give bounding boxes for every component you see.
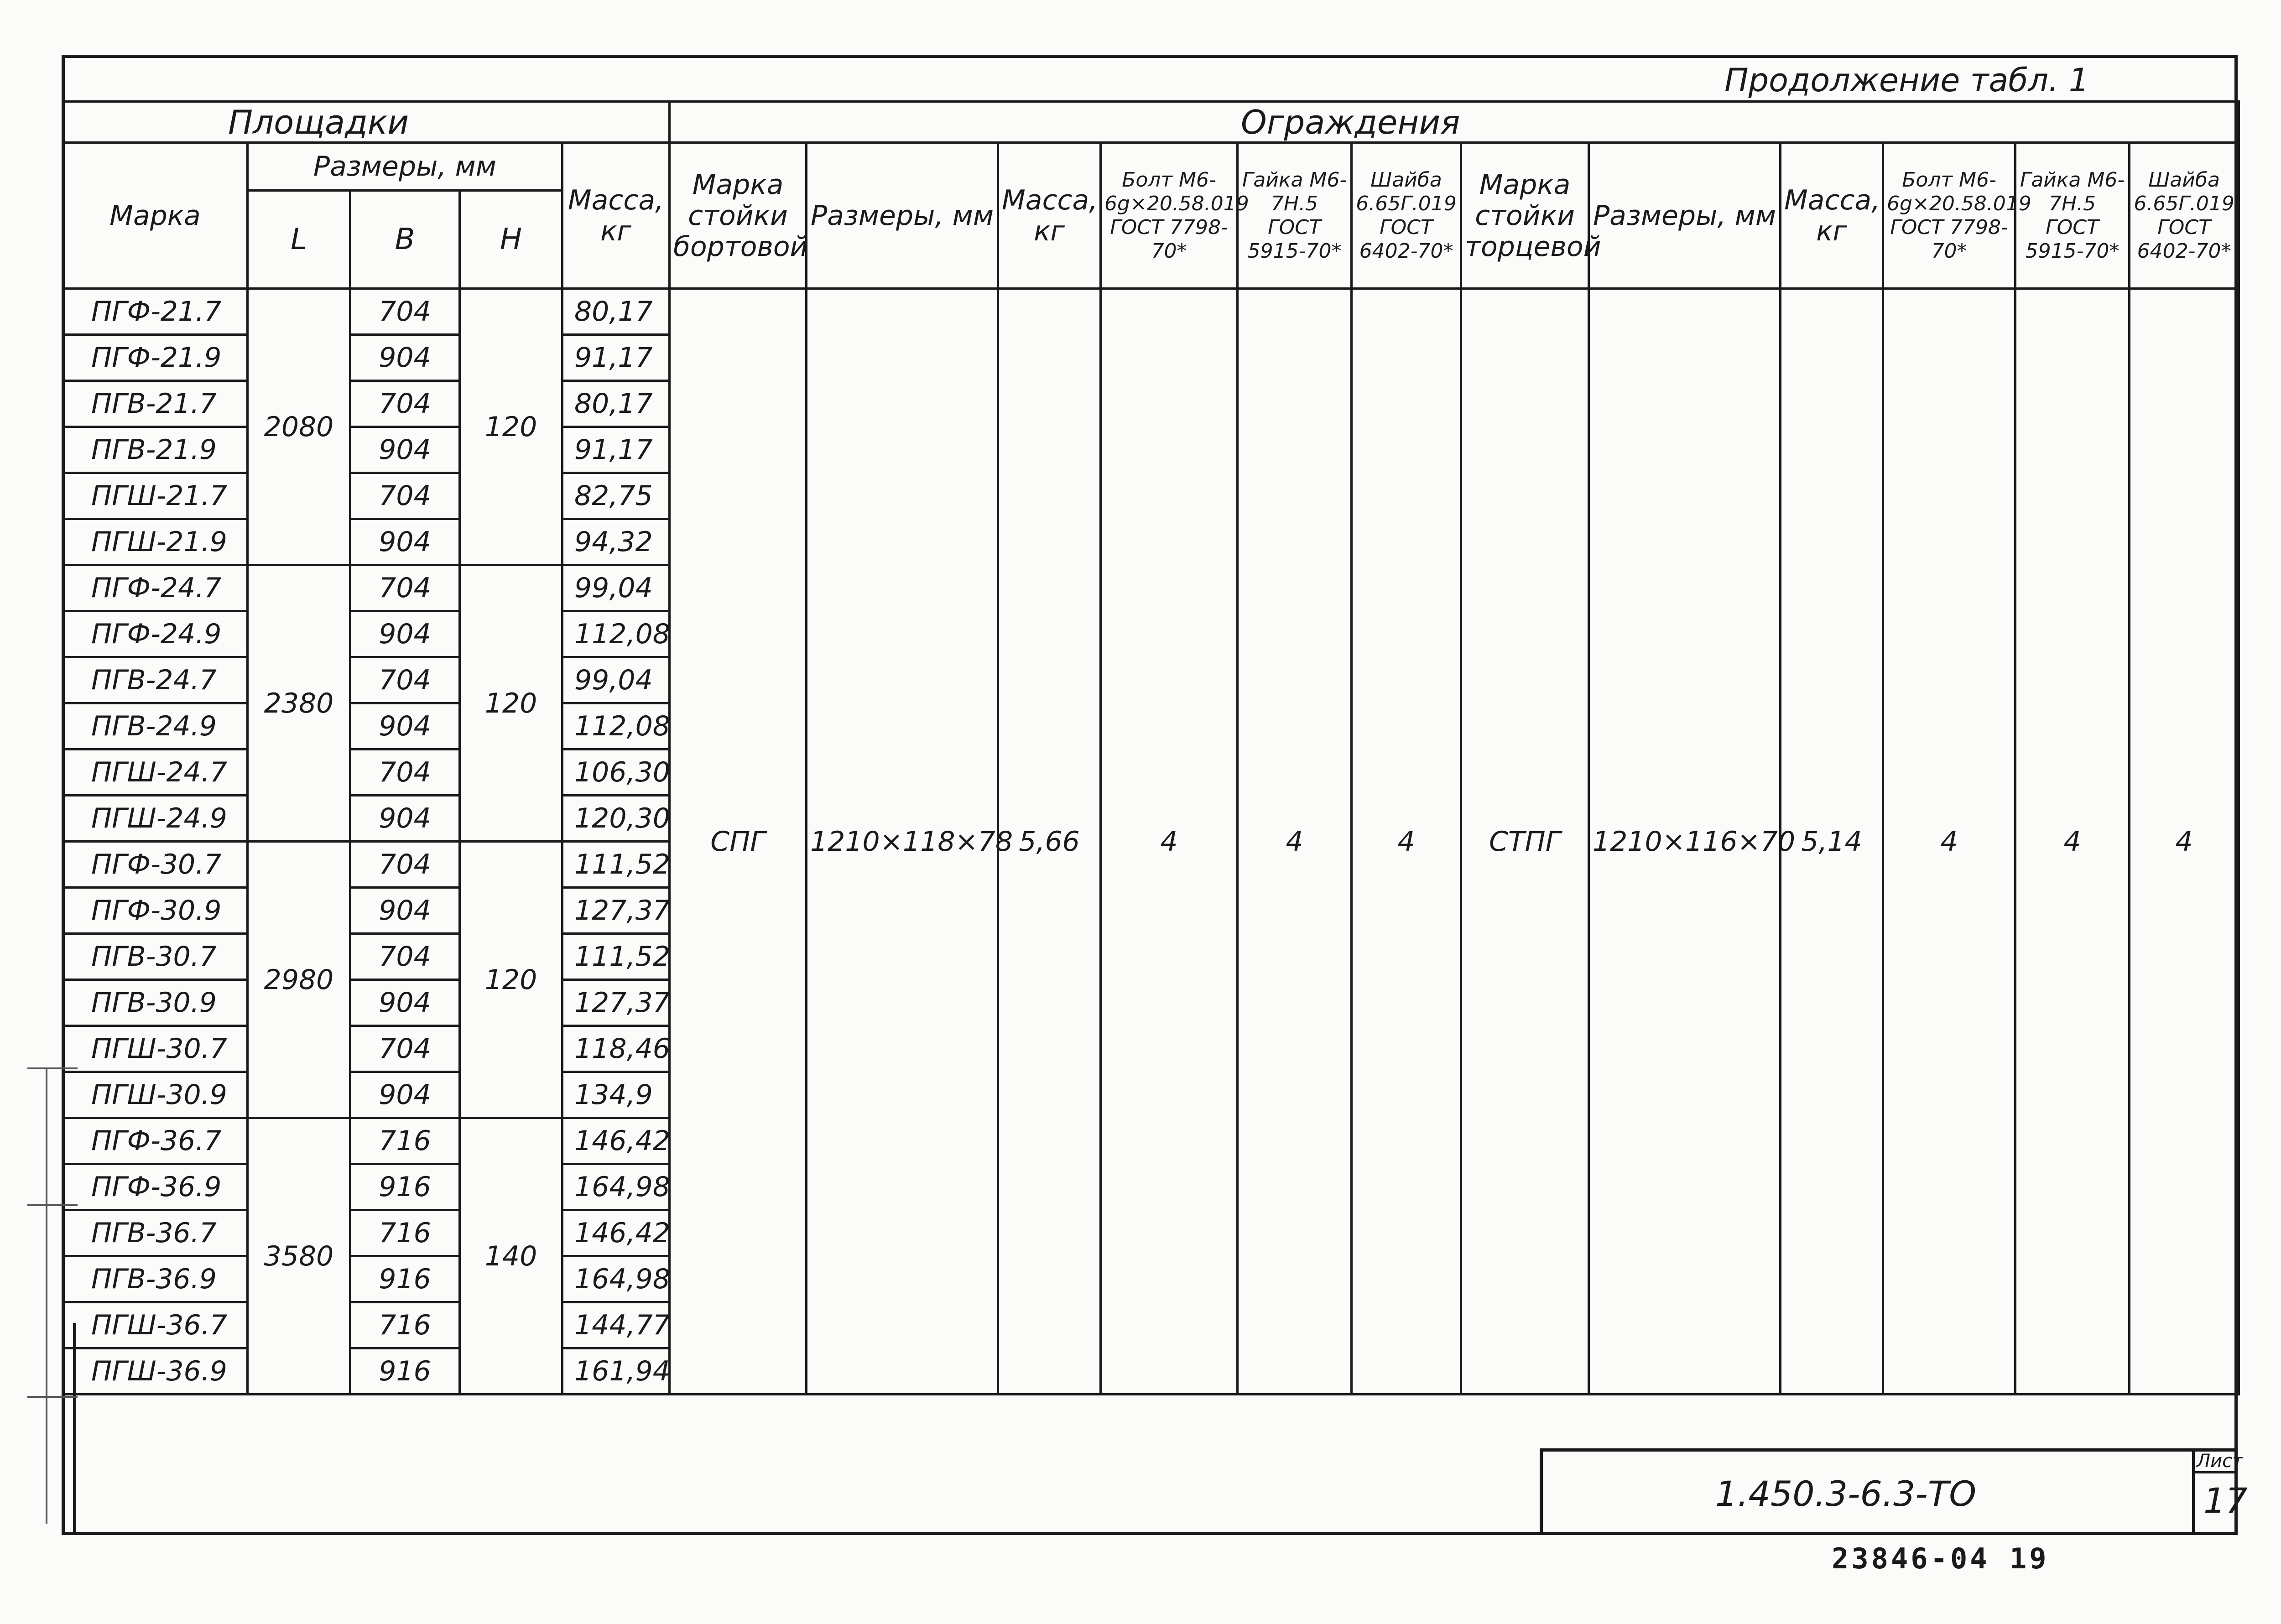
header-nut-2: Гайка М6-7Н.5 ГОСТ 5915-70* <box>2015 143 2130 289</box>
cell-B: 704 <box>350 565 460 611</box>
cell-B: 904 <box>350 703 460 750</box>
cell-mark: ПГФ-24.7 <box>63 565 248 611</box>
inventory-number: 23846-04 19 <box>1832 1542 2049 1575</box>
cell-mark: ПГФ-21.7 <box>63 289 248 335</box>
cell-mass: 91,17 <box>562 335 670 381</box>
header-L: L <box>248 191 350 289</box>
cell-H: 120 <box>460 565 562 842</box>
group-header-platforms: Площадки <box>63 102 670 143</box>
cell-mark: ПГФ-36.9 <box>63 1164 248 1210</box>
header-bolt-2: Болт М6-6g×20.58.019 ГОСТ 7798-70* <box>1883 143 2015 289</box>
header-H: H <box>460 191 562 289</box>
cell-B: 704 <box>350 381 460 427</box>
cell-mark: ПГШ-30.7 <box>63 1026 248 1072</box>
cell-mass: 106,30 <box>562 750 670 796</box>
cell-mark: ПГШ-30.9 <box>63 1072 248 1118</box>
cell-B: 704 <box>350 289 460 335</box>
binding-tick <box>27 1067 78 1069</box>
cell-mass: 134,9 <box>562 1072 670 1118</box>
header-mark: Марка <box>63 143 248 289</box>
cell-mass: 111,52 <box>562 842 670 888</box>
cell-mass: 99,04 <box>562 657 670 703</box>
cell-mark: ПГШ-24.7 <box>63 750 248 796</box>
cell-B: 704 <box>350 934 460 980</box>
cell-mark: ПГФ-30.9 <box>63 888 248 934</box>
header-end-post-mark: Марка стойки торцевой <box>1461 143 1589 289</box>
sheet-divider <box>2192 1471 2238 1473</box>
cell-B: 904 <box>350 335 460 381</box>
cell-mass: 161,94 <box>562 1348 670 1395</box>
cell-mass: 144,77 <box>562 1302 670 1348</box>
cell-B: 704 <box>350 1026 460 1072</box>
cell-end-mass: 5,14 <box>1781 289 1883 1395</box>
cell-mark: ПГШ-36.7 <box>63 1302 248 1348</box>
cell-mark: ПГФ-36.7 <box>63 1118 248 1164</box>
cell-mass: 146,42 <box>562 1118 670 1164</box>
sheet-number: 17 <box>2203 1480 2248 1521</box>
cell-mass: 127,37 <box>562 888 670 934</box>
cell-mass: 111,52 <box>562 934 670 980</box>
header-end-mass: Масса, кг <box>1781 143 1883 289</box>
cell-mass: 91,17 <box>562 427 670 473</box>
table-row <box>63 289 2239 335</box>
specification-table <box>62 100 2240 1395</box>
cell-mark: ПГВ-36.9 <box>63 1256 248 1302</box>
cell-H: 120 <box>460 289 562 565</box>
cell-bolts-2: 4 <box>1883 289 2015 1395</box>
cell-mark: ПГВ-21.9 <box>63 427 248 473</box>
document-code: 1.450.3-6.3-ТО <box>1715 1473 1977 1514</box>
cell-B: 716 <box>350 1210 460 1256</box>
cell-B: 904 <box>350 1072 460 1118</box>
group-header-fencing: Ограждения <box>670 102 2239 143</box>
cell-mark: ПГШ-24.9 <box>63 796 248 842</box>
cell-mark: ПГШ-21.7 <box>63 473 248 519</box>
cell-washers: 4 <box>1352 289 1461 1395</box>
cell-side-post-mark: СПГ <box>670 289 807 1395</box>
cell-side-dimensions: 1210×118×78 <box>807 289 998 1395</box>
cell-B: 904 <box>350 611 460 657</box>
cell-B: 704 <box>350 842 460 888</box>
cell-mass: 120,30 <box>562 796 670 842</box>
header-nut: Гайка М6-7Н.5 ГОСТ 5915-70* <box>1238 143 1352 289</box>
continuation-title: Продолжение табл. 1 <box>1724 62 2089 99</box>
header-side-post-mark: Марка стойки бортовой <box>670 143 807 289</box>
cell-mark: ПГВ-21.7 <box>63 381 248 427</box>
binding-tick <box>27 1396 78 1398</box>
cell-B: 704 <box>350 750 460 796</box>
cell-nuts-2: 4 <box>2015 289 2130 1395</box>
cell-mass: 112,08 <box>562 611 670 657</box>
cell-B: 716 <box>350 1302 460 1348</box>
cell-B: 904 <box>350 980 460 1026</box>
cell-L: 2080 <box>248 289 350 565</box>
header-end-dimensions: Размеры, мм <box>1589 143 1781 289</box>
header-mass: Масса, кг <box>562 143 670 289</box>
cell-side-mass: 5,66 <box>998 289 1101 1395</box>
cell-end-post-mark: СТПГ <box>1461 289 1589 1395</box>
cell-mass: 82,75 <box>562 473 670 519</box>
cell-mass: 118,46 <box>562 1026 670 1072</box>
cell-mass: 164,98 <box>562 1256 670 1302</box>
cell-mark: ПГФ-21.9 <box>63 335 248 381</box>
cell-mass: 80,17 <box>562 289 670 335</box>
cell-B: 916 <box>350 1348 460 1395</box>
cell-mass: 112,08 <box>562 703 670 750</box>
header-bolt: Болт М6-6g×20.58.019 ГОСТ 7798-70* <box>1101 143 1238 289</box>
cell-B: 716 <box>350 1118 460 1164</box>
cell-B: 904 <box>350 519 460 565</box>
cell-H: 140 <box>460 1118 562 1395</box>
header-side-mass: Масса, кг <box>998 143 1101 289</box>
cell-B: 904 <box>350 427 460 473</box>
cell-B: 704 <box>350 657 460 703</box>
binding-strip <box>27 1067 47 1524</box>
sheet-label: Лист <box>2197 1451 2243 1472</box>
cell-mass: 146,42 <box>562 1210 670 1256</box>
cell-mark: ПГВ-36.7 <box>63 1210 248 1256</box>
header-dimensions: Размеры, мм <box>248 143 562 191</box>
cell-B: 704 <box>350 473 460 519</box>
cell-end-dimensions: 1210×116×70 <box>1589 289 1781 1395</box>
cell-B: 904 <box>350 888 460 934</box>
cell-mass: 99,04 <box>562 565 670 611</box>
cell-B: 916 <box>350 1256 460 1302</box>
cell-mark: ПГВ-24.7 <box>63 657 248 703</box>
cell-H: 120 <box>460 842 562 1118</box>
cell-washers-2: 4 <box>2130 289 2239 1395</box>
cell-nuts: 4 <box>1238 289 1352 1395</box>
cell-bolts: 4 <box>1101 289 1238 1395</box>
cell-mass: 94,32 <box>562 519 670 565</box>
cell-mass: 80,17 <box>562 381 670 427</box>
cell-B: 916 <box>350 1164 460 1210</box>
cell-L: 3580 <box>248 1118 350 1395</box>
cell-mark: ПГВ-24.9 <box>63 703 248 750</box>
header-washer-2: Шайба 6.65Г.019 ГОСТ 6402-70* <box>2130 143 2239 289</box>
cell-L: 2980 <box>248 842 350 1118</box>
cell-mark: ПГШ-36.9 <box>63 1348 248 1395</box>
cell-L: 2380 <box>248 565 350 842</box>
cell-B: 904 <box>350 796 460 842</box>
header-side-dimensions: Размеры, мм <box>807 143 998 289</box>
cell-mark: ПГВ-30.9 <box>63 980 248 1026</box>
header-B: B <box>350 191 460 289</box>
cell-mark: ПГФ-30.7 <box>63 842 248 888</box>
cell-mass: 164,98 <box>562 1164 670 1210</box>
cell-mark: ПГШ-21.9 <box>63 519 248 565</box>
cell-mark: ПГФ-24.9 <box>63 611 248 657</box>
cell-mass: 127,37 <box>562 980 670 1026</box>
binding-tick <box>27 1204 78 1206</box>
header-washer: Шайба 6.65Г.019 ГОСТ 6402-70* <box>1352 143 1461 289</box>
cell-mark: ПГВ-30.7 <box>63 934 248 980</box>
